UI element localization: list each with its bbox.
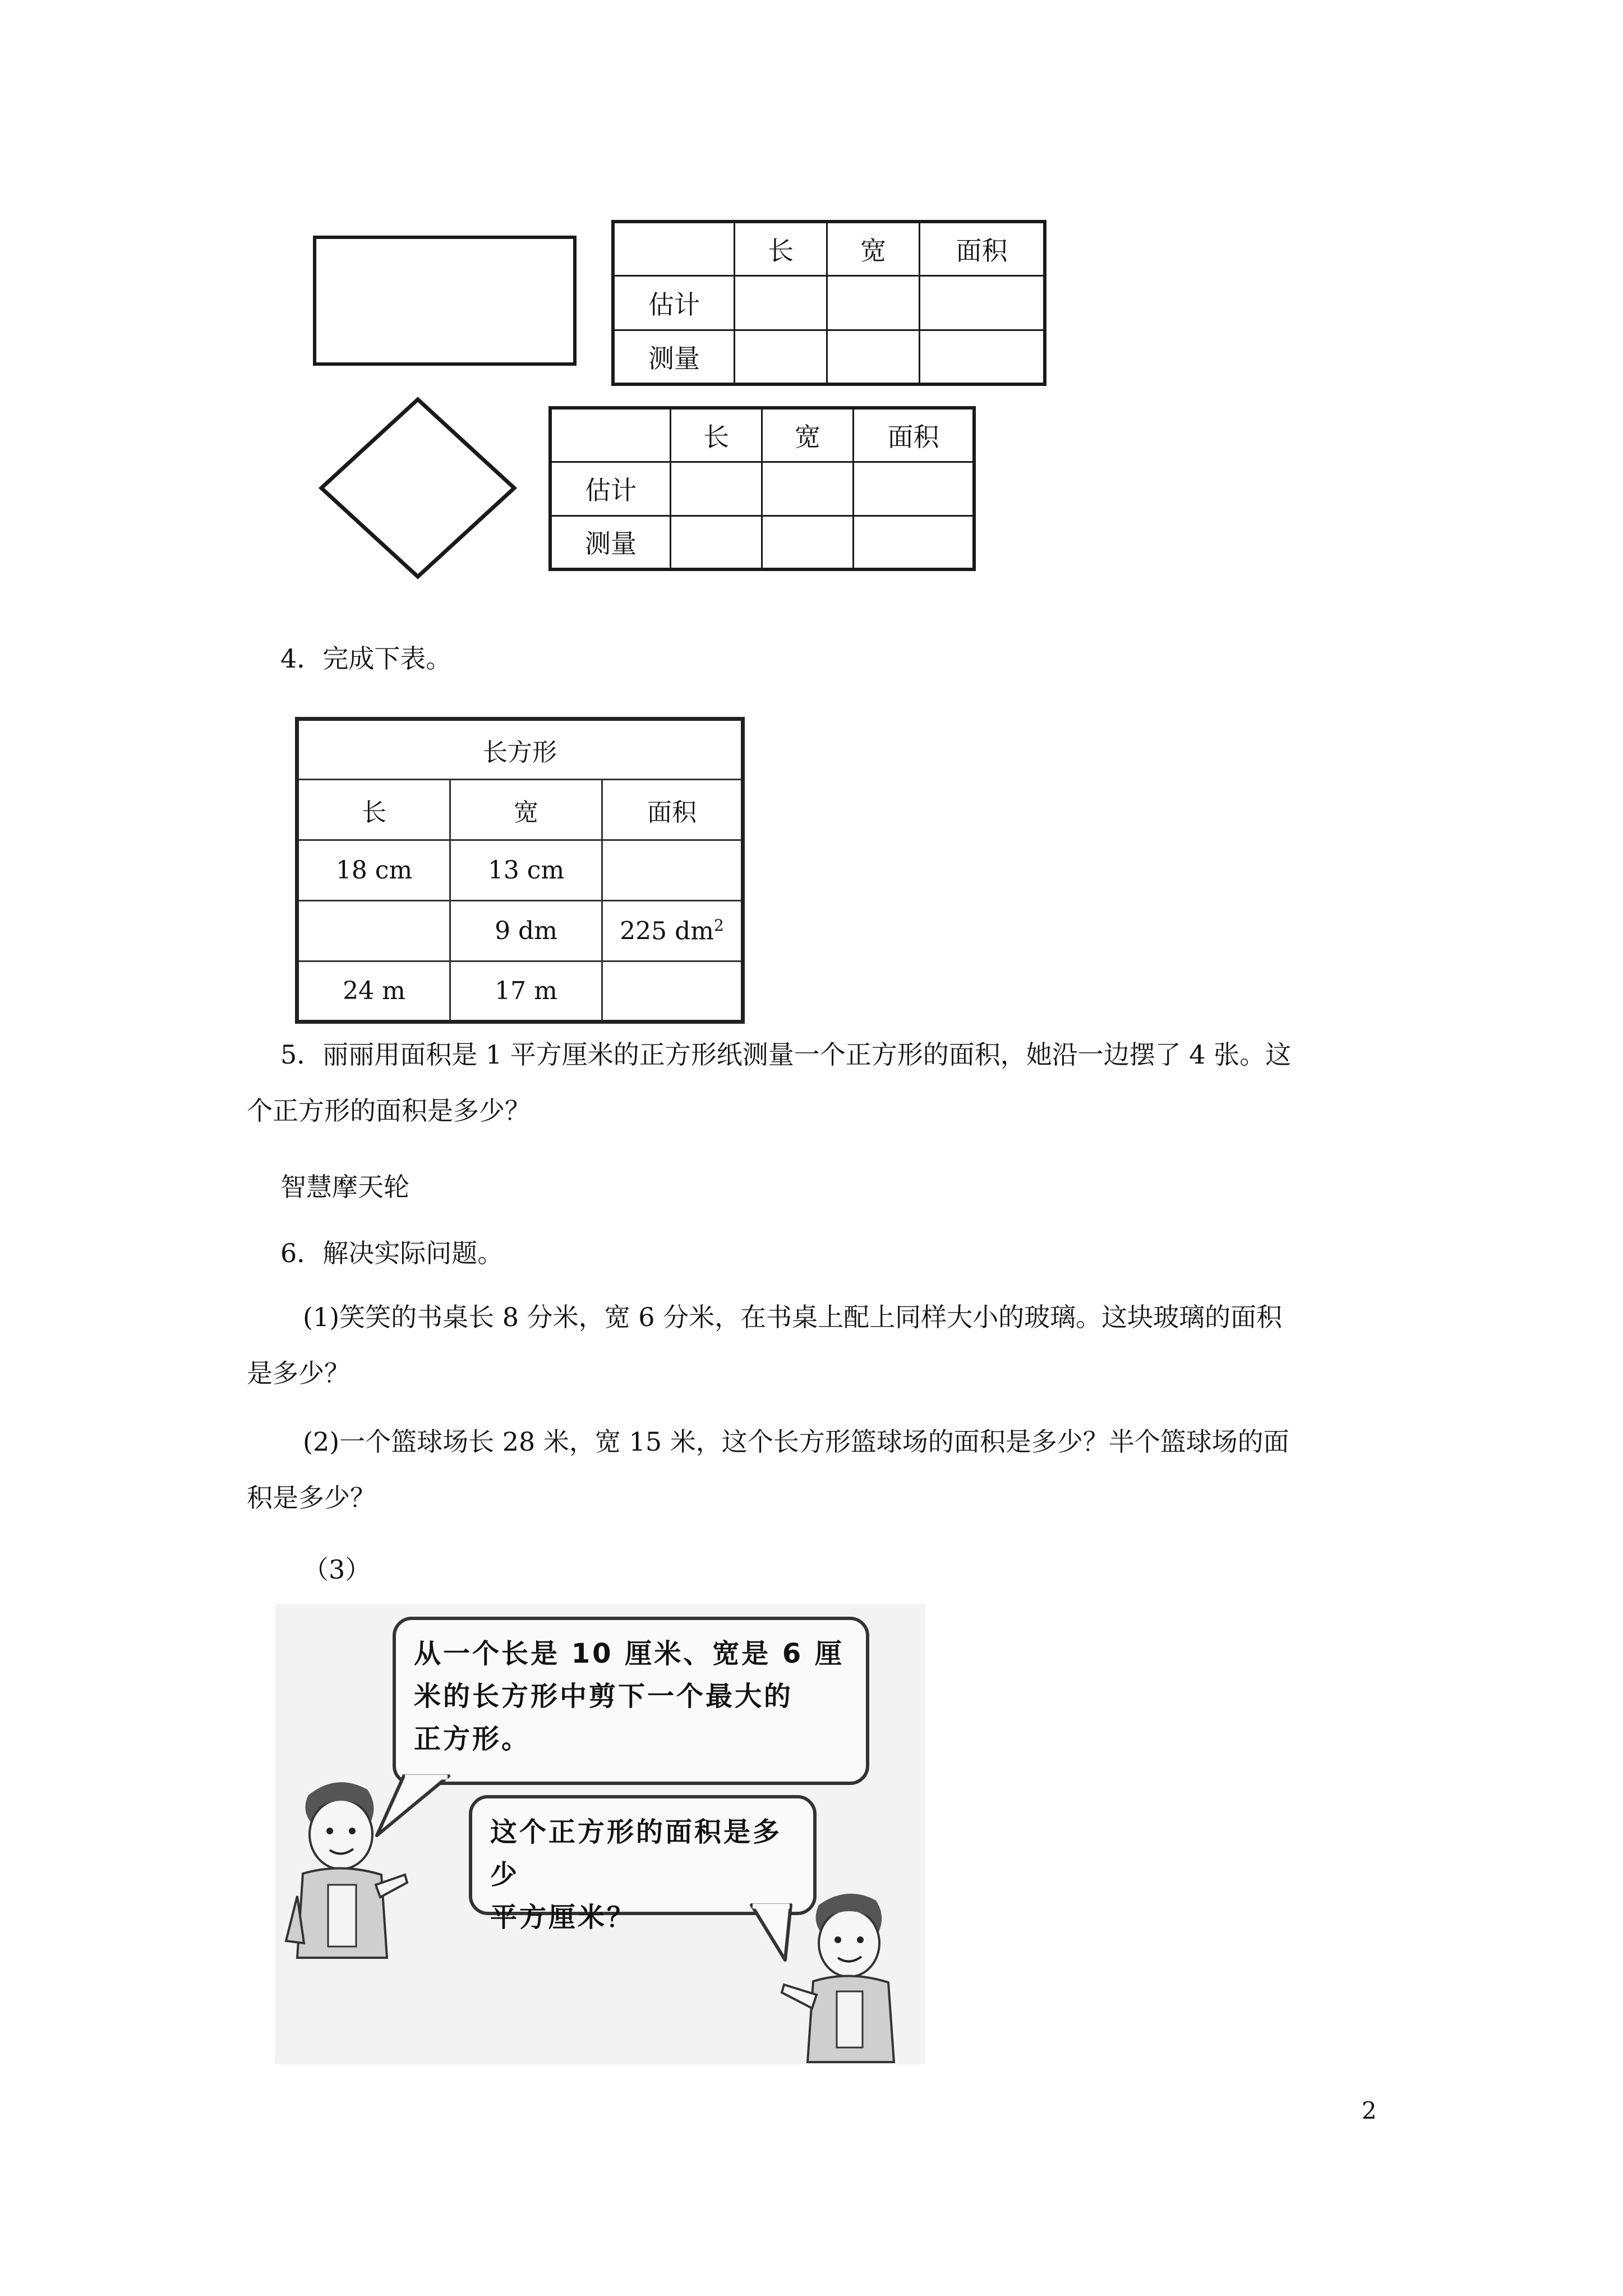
estimate-length-cell[interactable] [671, 462, 762, 516]
measure-length-cell[interactable] [671, 516, 762, 569]
area-header-area: 面积 [602, 780, 743, 840]
section-title: 智慧摩天轮 [280, 1172, 409, 1202]
area-table-title: 长方形 [297, 719, 743, 780]
estimate-area-cell[interactable] [854, 462, 975, 516]
area-cell-width: 17 m [450, 961, 602, 1022]
area-cell-width: 9 dm [450, 901, 602, 961]
header-length: 长 [671, 408, 762, 462]
area-cell-area [602, 901, 743, 961]
bubble-1-line-1: 从一个长是 10 厘米、宽是 6 厘 [414, 1638, 845, 1669]
area-value: 225 dm [620, 917, 714, 946]
area-unit-superscript: 2 [714, 916, 724, 935]
question-4-text: 4．完成下表。 [280, 643, 452, 674]
diamond-shape [311, 393, 524, 583]
header-length: 长 [735, 222, 827, 276]
boy-right-illustration [780, 1885, 914, 2064]
area-cell-length[interactable] [297, 901, 450, 961]
question-6-1-line-2: 是多少？ [247, 1358, 350, 1388]
question-6-3-label: （3） [303, 1554, 371, 1585]
measure-length-cell[interactable] [735, 330, 827, 384]
question-6-2-line-1: (2)一个篮球场长 28 米，宽 15 米，这个长方形篮球场的面积是多少？半个篮球场的面 [303, 1427, 1289, 1457]
rectangle-shape [313, 236, 577, 366]
question-5-line-1: 5．丽丽用面积是 1 平方厘米的正方形纸测量一个正方形的面积，她沿一边摆了 4 张。这 [280, 1039, 1292, 1070]
estimate-length-cell[interactable] [735, 276, 827, 330]
area-cell-area[interactable] [602, 840, 743, 901]
comic-illustration [275, 1604, 925, 2064]
question-6-2-line-2: 积是多少？ [247, 1483, 376, 1513]
header-area: 面积 [920, 222, 1045, 276]
question-6-1-line-1: (1)笑笑的书桌长 8 分米，宽 6 分米，在书桌上配上同样大小的玻璃。这块玻璃的面积 [303, 1302, 1283, 1332]
rectangle-area-table [295, 717, 745, 1024]
measure-area-cell[interactable] [920, 330, 1045, 384]
table-corner-cell [613, 222, 735, 276]
row-label-estimate: 估计 [613, 276, 735, 330]
measure-area-cell[interactable] [854, 516, 975, 569]
row-label-measure: 测量 [613, 330, 735, 384]
area-cell-length: 24 m [297, 961, 450, 1022]
bubble-1-line-2: 米的长方形中剪下一个最大的 [414, 1681, 794, 1712]
estimate-width-cell[interactable] [827, 276, 920, 330]
row-label-estimate: 估计 [550, 462, 671, 516]
bubble-2-line-2: 平方厘米？ [490, 1902, 637, 1933]
speech-bubble-2 [469, 1795, 817, 1933]
rectangle-measure-table [611, 220, 1046, 386]
question-6-text: 6．解决实际问题。 [280, 1238, 504, 1268]
area-header-width: 宽 [450, 780, 602, 840]
area-header-length: 长 [297, 780, 450, 840]
measure-width-cell[interactable] [762, 516, 854, 569]
measure-width-cell[interactable] [827, 330, 920, 384]
header-area: 面积 [854, 408, 975, 462]
bubble-2-line-1: 这个正方形的面积是多少 [490, 1816, 782, 1890]
diamond-measure-table [548, 406, 976, 571]
page-number: 2 [1362, 2097, 1377, 2124]
bubble-1-line-3: 正方形。 [414, 1723, 531, 1755]
speech-bubble-1 [393, 1617, 869, 1785]
area-cell-width: 13 cm [450, 840, 602, 901]
area-cell-area[interactable] [602, 961, 743, 1022]
boy-left-illustration [275, 1773, 409, 1975]
estimate-width-cell[interactable] [762, 462, 854, 516]
table-corner-cell [550, 408, 671, 462]
header-width: 宽 [827, 222, 920, 276]
estimate-area-cell[interactable] [920, 276, 1045, 330]
row-label-measure: 测量 [550, 516, 671, 569]
area-cell-length: 18 cm [297, 840, 450, 901]
question-5-line-2: 个正方形的面积是多少？ [247, 1096, 531, 1126]
header-width: 宽 [762, 408, 854, 462]
